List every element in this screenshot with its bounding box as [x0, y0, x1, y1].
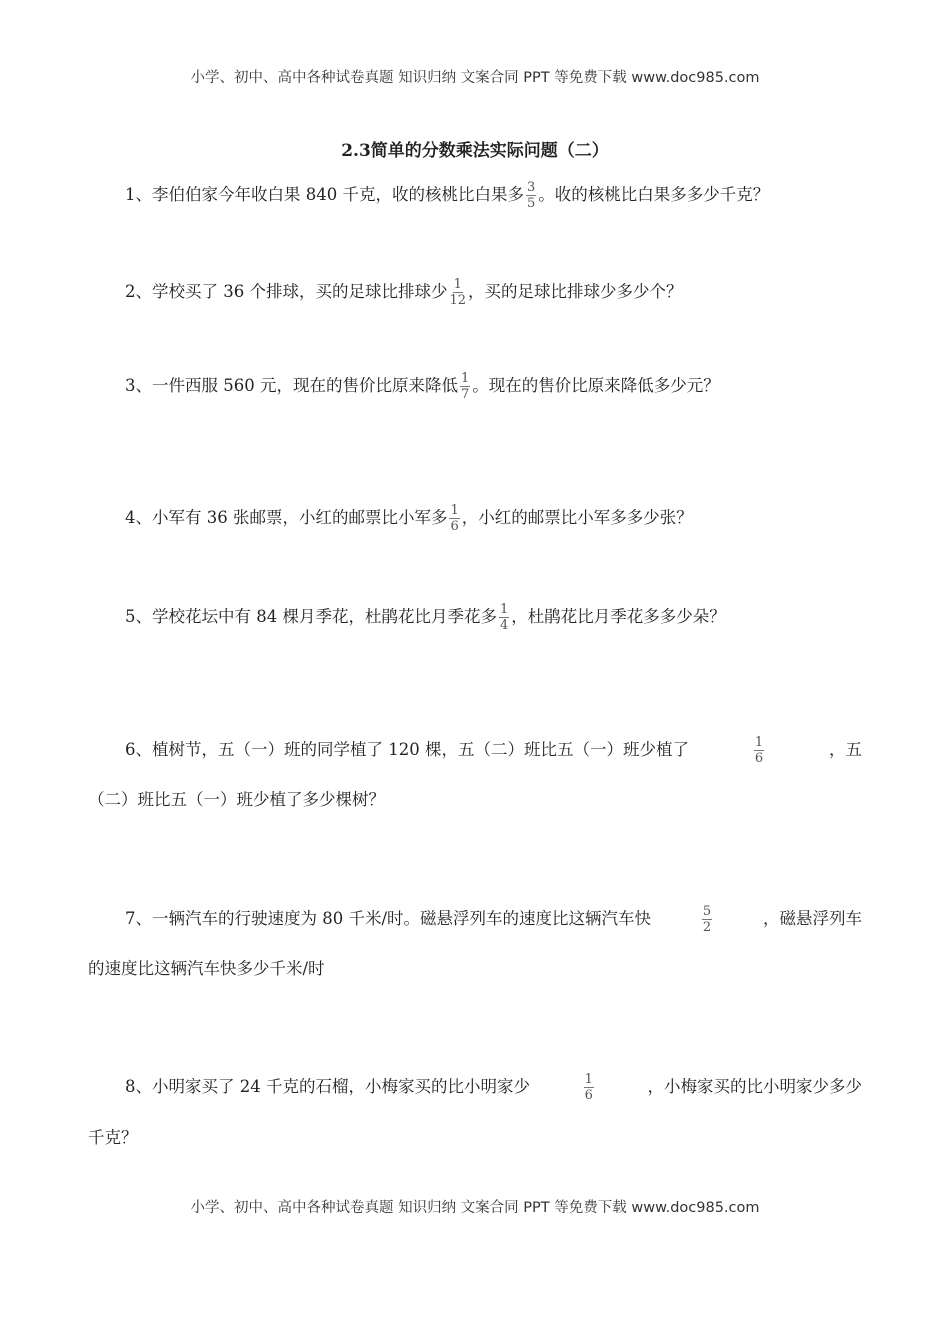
denominator: 5	[526, 196, 536, 211]
fraction	[754, 735, 764, 765]
question-3	[125, 371, 862, 401]
document-title: 2.3简单的分数乘法实际问题（二）	[341, 141, 609, 161]
denominator: 6	[754, 751, 764, 766]
numerator: 5	[702, 904, 712, 919]
fraction	[526, 180, 536, 211]
question-8	[125, 1072, 862, 1102]
page-footer: 小学、初中、高中各种试卷真题 知识归纳 文案合同 PPT 等免费下载 www.doc985.com	[190, 1200, 760, 1216]
question-text: 6、植树节，五（一）班的同学植了 120 棵，五（二）班比五（一）班少植了 $\frac{1}{6}$ ，五	[125, 735, 862, 766]
question-6	[125, 735, 862, 765]
denominator: 2	[702, 920, 712, 935]
page-header: 小学、初中、高中各种试卷真题 知识归纳 文案合同 PPT 等免费下载 www.doc985.com	[190, 70, 760, 86]
question-text: 8、小明家买了 24 千克的石榴，小梅家买的比小明家少 $\frac{1}{6}$ ，小梅家买的比小明家少多少	[125, 1072, 862, 1103]
numerator: 1	[754, 735, 764, 750]
question-text: 3、一件西服 560 元，现在的售价比原来降低 $\frac{1}{7}$ 。现在的售价比原来降低多少元？	[125, 371, 720, 402]
numerator: 3	[526, 180, 536, 195]
denominator: 6	[450, 519, 459, 534]
question-1	[125, 180, 862, 210]
fraction	[449, 503, 459, 534]
fraction	[499, 602, 509, 633]
fraction	[584, 1072, 594, 1102]
numerator: 1	[450, 503, 459, 518]
question-7	[125, 904, 862, 934]
question-text: 4、小军有 36 张邮票，小红的邮票比小军多 $\frac{1}{6}$ ，小红的邮票比小军多多少张？	[125, 503, 693, 534]
denominator: 6	[584, 1088, 593, 1103]
question-5	[125, 602, 862, 632]
numerator: 1	[460, 371, 470, 386]
question-text: 2、学校买了 36 个排球，买的足球比排球少 $\frac{1}{12}$ ，买的足球比排球少多少个？	[125, 277, 683, 308]
question-continuation: 的速度比这辆汽车快多少千米/时	[88, 959, 325, 978]
numerator: 1	[499, 602, 509, 617]
denominator: 4	[499, 618, 509, 633]
fraction	[702, 904, 712, 934]
fraction	[460, 371, 470, 402]
question-continuation: 千克？	[88, 1128, 138, 1147]
denominator: 7	[460, 387, 470, 402]
question-4	[125, 503, 862, 533]
question-text: 5、学校花坛中有 84 棵月季花，杜鹃花比月季花多 $\frac{1}{4}$ ，杜鹃花比月季花多多少朵？	[125, 602, 726, 633]
question-text: 1、李伯伯家今年收白果 840 千克，收的核桃比白果多 $\frac{3}{5}$ 。收的核桃比白果多多少千克？	[125, 180, 770, 211]
numerator: 1	[584, 1072, 593, 1087]
denominator: 12	[449, 293, 467, 308]
fraction	[449, 277, 466, 308]
question-continuation: （二）班比五（一）班少植了多少棵树？	[88, 790, 385, 809]
numerator: 1	[453, 277, 462, 292]
question-text: 7、一辆汽车的行驶速度为 80 千米/时。磁悬浮列车的速度比这辆汽车快 $\frac{5}{2}$ ，磁悬浮列车	[125, 904, 862, 935]
question-2	[125, 277, 862, 307]
